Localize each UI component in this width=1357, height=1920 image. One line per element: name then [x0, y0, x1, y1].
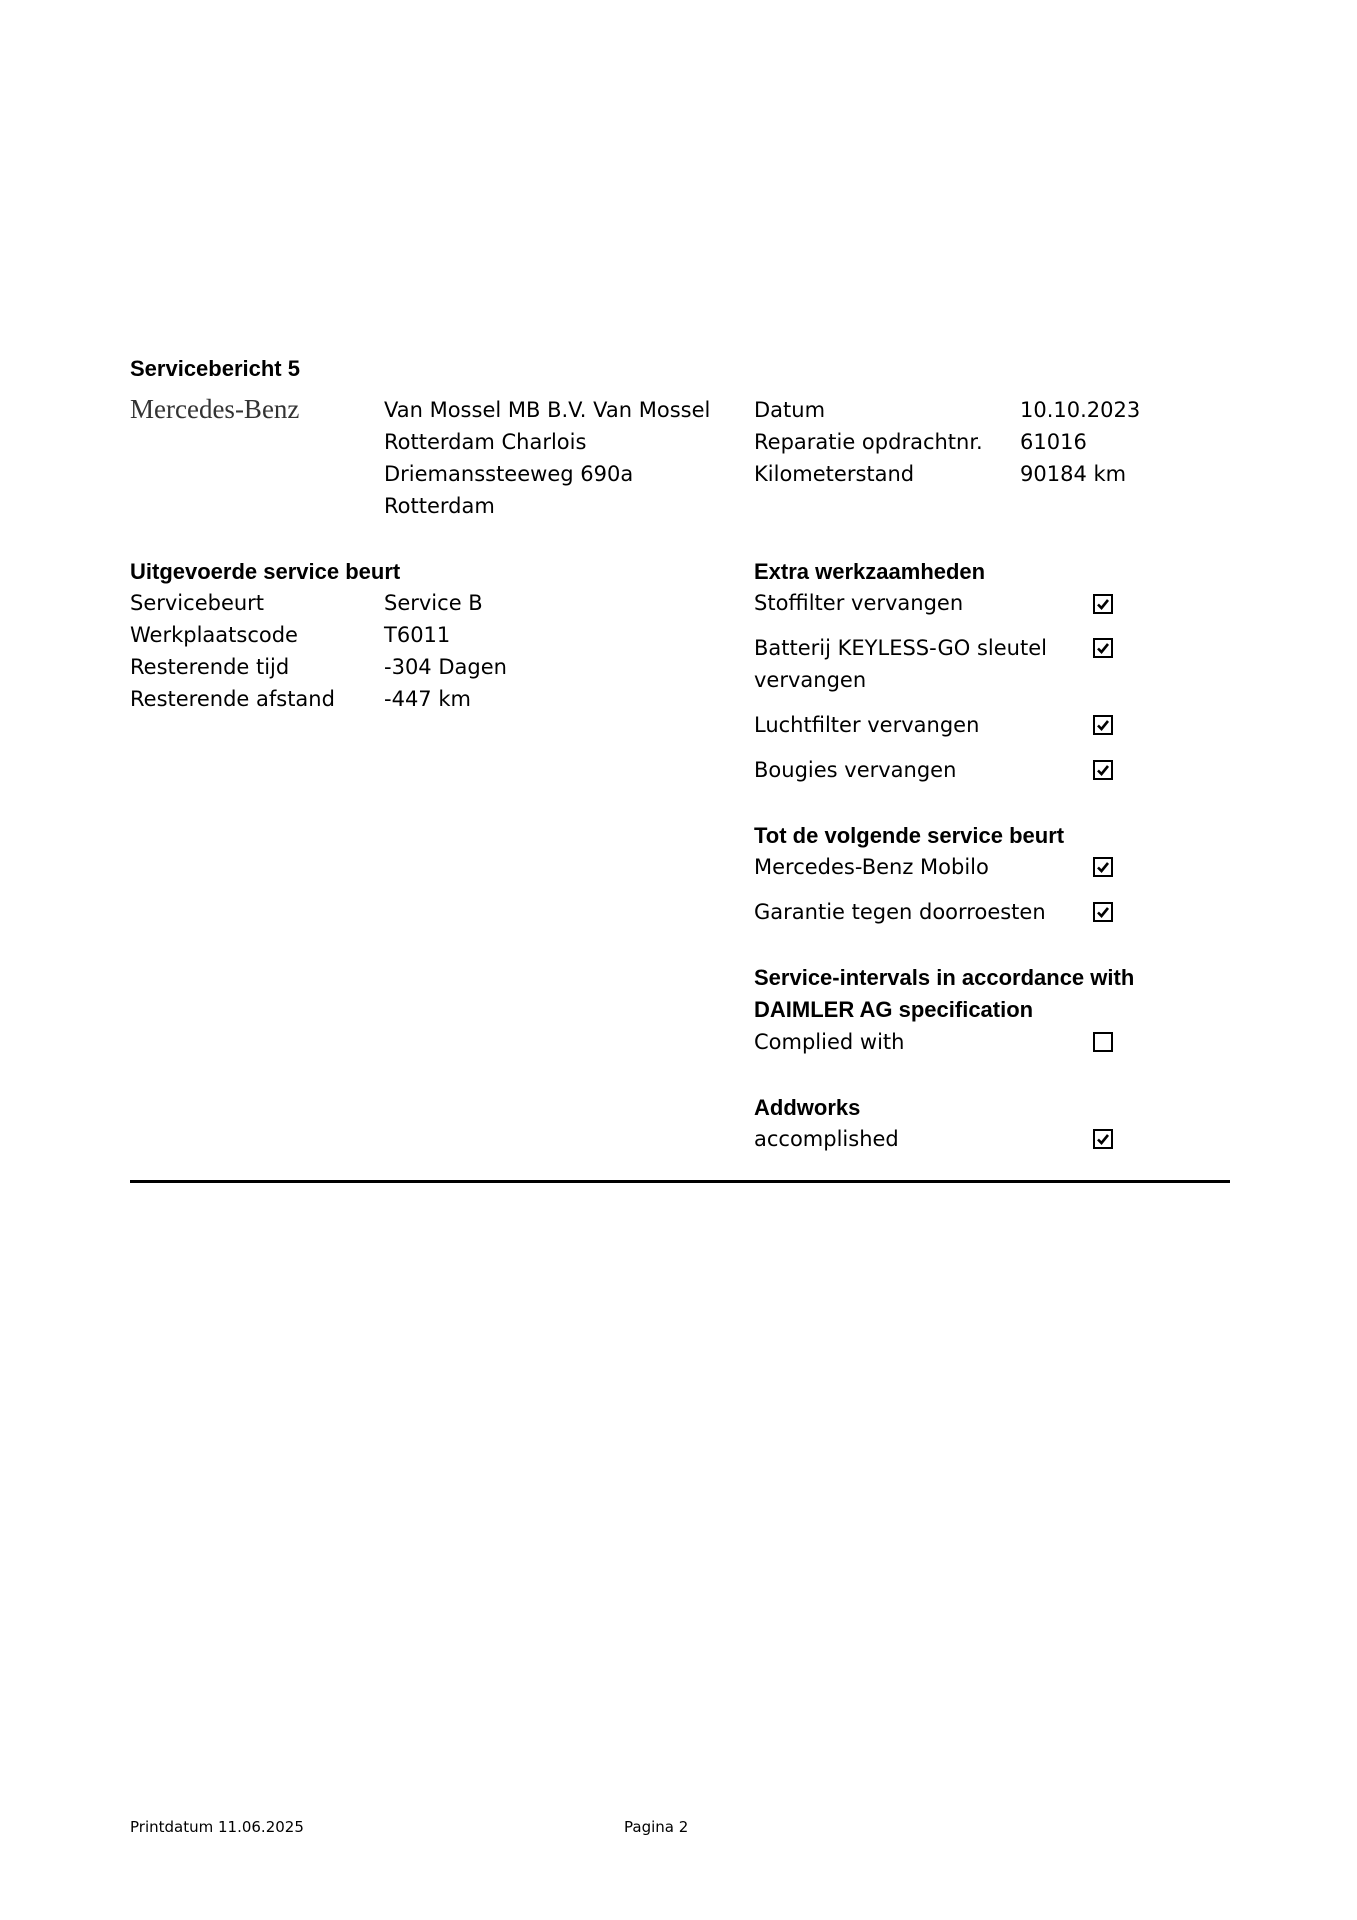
section-divider	[130, 1180, 1230, 1183]
checkbox-unchecked	[1093, 1032, 1113, 1052]
intervals-heading-cont: DAIMLER AG specification	[754, 997, 1034, 1022]
workshop-code-value: T6011	[384, 623, 451, 647]
order-number-label: Reparatie opdrachtnr.	[754, 430, 983, 454]
remaining-distance-label: Resterende afstand	[130, 687, 335, 711]
date-value: 10.10.2023	[1020, 398, 1141, 422]
extra-work-heading: Extra werkzaamheden	[754, 559, 986, 584]
mileage-value: 90184 km	[1020, 462, 1127, 486]
service-type-label: Servicebeurt	[130, 591, 265, 615]
next-item-label: Mercedes-Benz Mobilo	[754, 855, 989, 879]
service-heading: Uitgevoerde service beurt	[130, 559, 401, 584]
checkmark-icon	[1095, 596, 1111, 612]
remaining-distance-value: -447 km	[384, 687, 471, 711]
checkbox-checked	[1093, 857, 1113, 877]
dealer-location: Rotterdam Charlois	[384, 430, 587, 454]
extra-item-label: Stoffilter vervangen	[754, 591, 964, 615]
checkmark-icon	[1095, 1131, 1111, 1147]
intervals-heading: Service-intervals in accordance with	[754, 965, 1135, 990]
checkbox-checked	[1093, 760, 1113, 780]
page-title: Servicebericht 5	[130, 356, 300, 381]
dealer-city: Rotterdam	[384, 494, 495, 518]
order-number-value: 61016	[1020, 430, 1087, 454]
mercedes-benz-logo: Mercedes-Benz	[130, 394, 300, 424]
page-number: Pagina 2	[624, 1818, 689, 1836]
checkbox-checked	[1093, 902, 1113, 922]
remaining-time-label: Resterende tijd	[130, 655, 290, 679]
checkbox-checked	[1093, 1129, 1113, 1149]
workshop-code-label: Werkplaatscode	[130, 623, 298, 647]
checkmark-icon	[1095, 762, 1111, 778]
date-label: Datum	[754, 398, 826, 422]
extra-item-label-cont: vervangen	[754, 668, 867, 692]
checkbox-checked	[1093, 638, 1113, 658]
remaining-time-value: -304 Dagen	[384, 655, 507, 679]
checkbox-checked	[1093, 594, 1113, 614]
service-type-value: Service B	[384, 591, 483, 615]
checkmark-icon	[1095, 904, 1111, 920]
addworks-item-label: accomplished	[754, 1127, 899, 1151]
checkbox-checked	[1093, 715, 1113, 735]
checkmark-icon	[1095, 859, 1111, 875]
checkmark-icon	[1095, 717, 1111, 733]
next-item-label: Garantie tegen doorroesten	[754, 900, 1046, 924]
dealer-name: Van Mossel MB B.V. Van Mossel	[384, 398, 711, 422]
checkmark-icon	[1095, 640, 1111, 656]
intervals-item-label: Complied with	[754, 1030, 905, 1054]
mileage-label: Kilometerstand	[754, 462, 915, 486]
print-date: Printdatum 11.06.2025	[130, 1818, 304, 1836]
extra-item-label: Bougies vervangen	[754, 758, 957, 782]
extra-item-label: Batterij KEYLESS-GO sleutel	[754, 636, 1047, 660]
extra-item-label: Luchtfilter vervangen	[754, 713, 980, 737]
next-service-heading: Tot de volgende service beurt	[754, 823, 1065, 848]
addworks-heading: Addworks	[754, 1095, 861, 1120]
dealer-street: Driemanssteeweg 690a	[384, 462, 634, 486]
